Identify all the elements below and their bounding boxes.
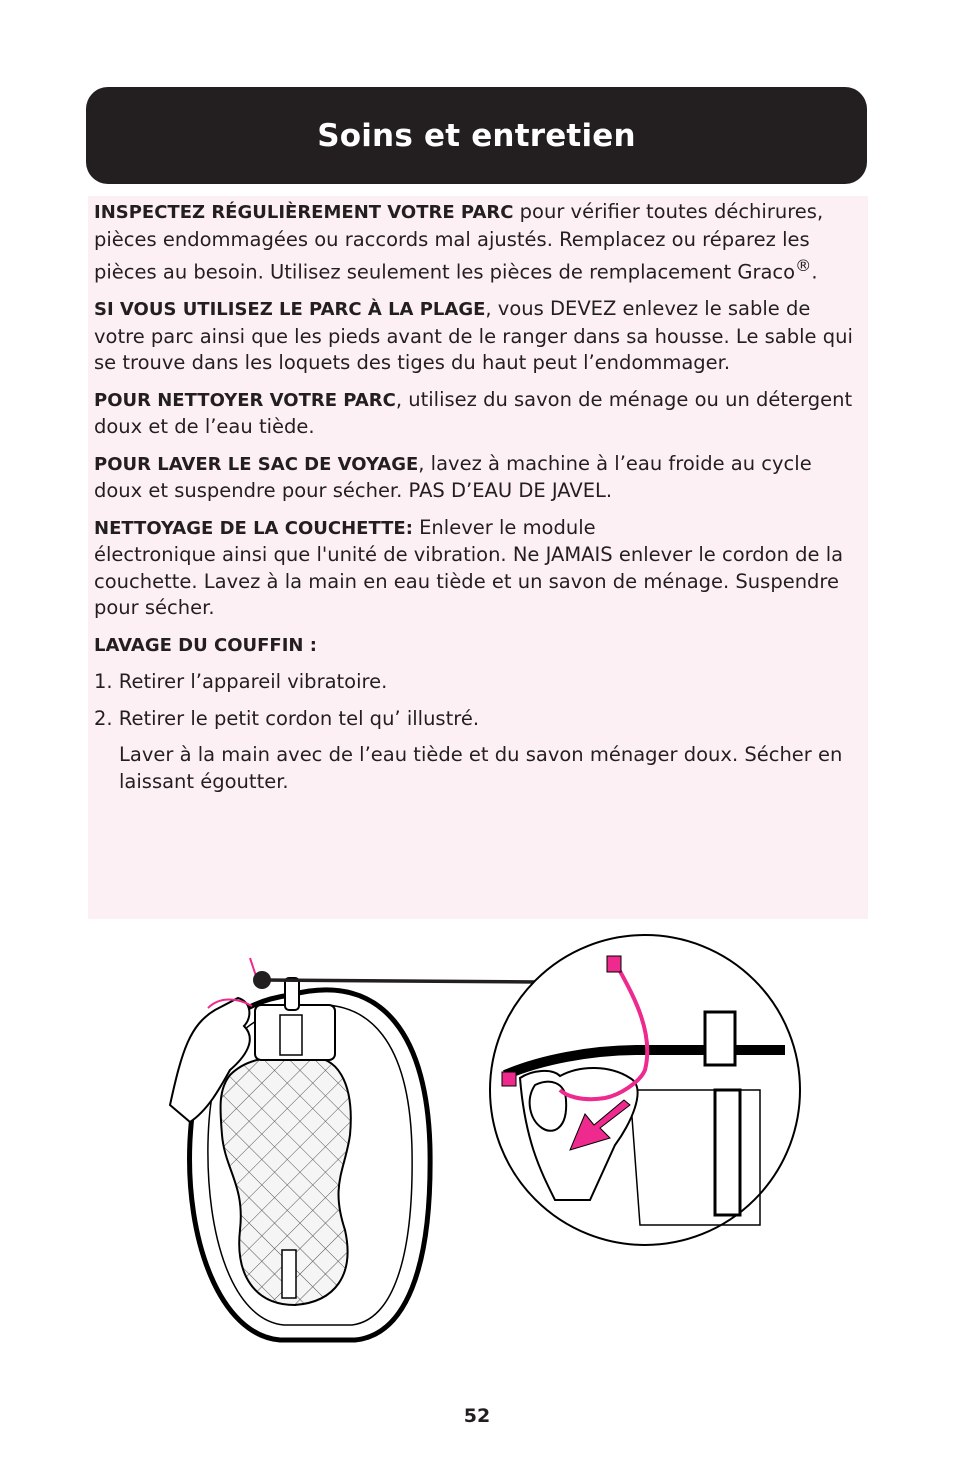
bag-heading: POUR LAVER LE SAC DE VOYAGE [94, 453, 419, 475]
cradle-heading: LAVAGE DU COUFFIN : [94, 634, 317, 656]
cradle-step-1: 1. Retirer l’appareil vibratoire. [94, 670, 388, 693]
bassinet-paragraph [94, 515, 862, 622]
inspect-text: pour vérifier toutes déchirures, pièces endommagées ou raccords mal ajustés. Remplacez ou réparez les pièces au besoin. Utilisez seulement les pièces de remplacement Graco [94, 200, 824, 284]
inspect-end: . [811, 260, 818, 284]
page-header [86, 87, 867, 184]
cradle-heading-paragraph [94, 632, 862, 660]
bassinet-heading: NETTOYAGE DE LA COUCHETTE: [94, 517, 413, 539]
cradle-note: Laver à la main avec de l’eau tiède et du savon ménager doux. Sécher en laissant égoutter. [119, 743, 843, 793]
bassinet-illustration [160, 930, 840, 1350]
inspect-paragraph [94, 199, 862, 286]
beach-heading: SI VOUS UTILISEZ LE PARC À LA PLAGE [94, 299, 486, 320]
registered-mark: ® [795, 256, 812, 275]
page-title: Soins et entretien [317, 117, 636, 154]
bassinet-pad-illustration [170, 958, 538, 1340]
bassinet-text-first: Enlever le module [412, 515, 596, 539]
page-number: 52 [463, 1405, 491, 1427]
cradle-step-2: 2. Retirer le petit cordon tel qu’ illustré. [94, 706, 480, 730]
beach-paragraph [94, 296, 862, 377]
clean-paragraph [94, 387, 862, 441]
clean-text: , utilisez du savon de ménage ou un détergent doux et de l’eau tiède. [94, 387, 853, 438]
detail-circle-illustration [490, 935, 800, 1245]
bag-paragraph [94, 451, 862, 505]
inspect-heading: INSPECTEZ RÉGULIÈREMENT VOTRE PARC [94, 202, 514, 223]
beach-text: , vous DEVEZ enlevez le sable de votre parc ainsi que les pieds avant de le ranger dans sa housse. Le sable qui se trouve dans les loquets des tiges du haut peut l’endommager. [94, 297, 853, 374]
bassinet-text-rest: électronique ainsi que l'unité de vibration. Ne JAMAIS enlever le cordon de la couchette. Lavez à la main en eau tiède et un savon de ménage. Suspendre pour sécher. [94, 543, 844, 619]
bag-text: , lavez à machine à l’eau froide au cycle doux et suspendre pour sécher. PAS D’EAU DE JAVEL. [94, 451, 812, 502]
clean-heading: POUR NETTOYER VOTRE PARC [94, 389, 396, 411]
care-instructions [88, 196, 868, 919]
